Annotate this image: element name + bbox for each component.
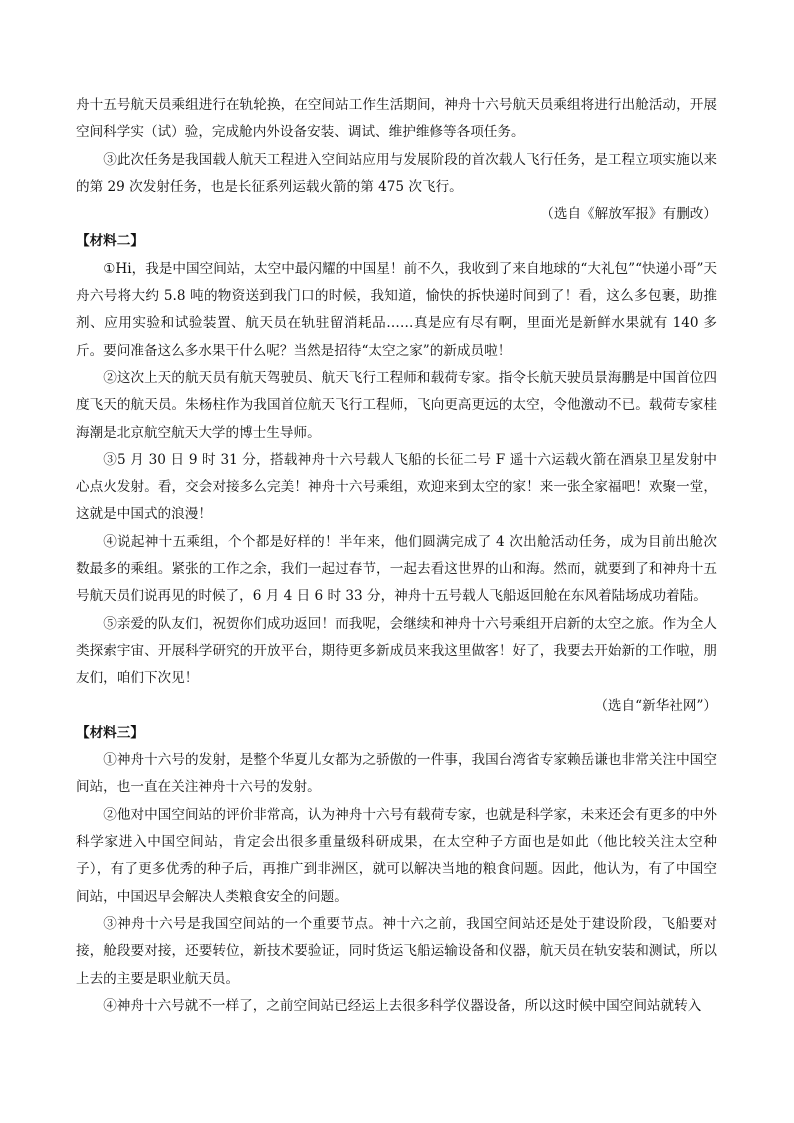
paragraph-m2-3: ③5 月 30 日 9 时 31 分，搭载神舟十六号载人飞船的长征二号 F 遥十六运载火箭在酒泉卫星发射中心点火发射。看，交会对接多么完美！神舟十六号乘组，欢迎来到太空的家！来一张全家福吧！欢聚一堂，这就是中国式的浪漫！ <box>76 451 717 523</box>
paragraph-m2-5: ⑤亲爱的队友们，祝贺你们成功返回！而我呢，会继续和神舟十六号乘组开启新的太空之旅。作为全人类探索宇宙、开展科学研究的开放平台，期待更多新成员来我这里做客！好了，我要去开始新的工作啦，朋友们，咱们下次见！ <box>76 615 717 687</box>
source-note-1: （选自《解放军报》有删改） <box>540 206 717 223</box>
paragraph-m3-4: ④神舟十六号就不一样了，之前空间站已经运上去很多科学仪器设备，所以这时候中国空间站就转入 <box>103 997 702 1014</box>
paragraph-m3-2: ②他对中国空间站的评价非常高，认为神舟十六号有载荷专家，也就是科学家，未来还会有更多的中外科学家进入中国空间站，肯定会出很多重量级科研成果，在太空种子方面也是如此（他比较关注太空种子），有了更多优秀的种子后，再推广到非洲区，就可以解决当地的粮食问题。因此，他认为，有了中国空间站，中国迟早会解决人类粮食安全的问题。 <box>76 806 717 905</box>
document-body <box>76 92 717 1020</box>
paragraph-m2-4: ④说起神十五乘组，个个都是好样的！半年来，他们圆满完成了 4 次出舱活动任务，成为目前出舱次数最多的乘组。紧张的工作之余，我们一起过春节，一起去看这世界的山和海。然而，就要到了和神舟十五号航天员们说再见的时候了，6 月 4 日 6 时 33 分，神舟十五号载人飞船返回舱在东风着陆场成功着陆。 <box>76 533 717 605</box>
paragraph-m2-1: ①Hi，我是中国空间站，太空中最闪耀的中国星！前不久，我收到了来自地球的“大礼包”“快递小哥”天舟六号将大约 5.8 吨的物资送到我门口的时候，我知道，愉快的拆快递时间到了！看，这么多包裹，助推剂、应用实验和试验装置、航天员在轨驻留消耗品……真是应有尽有啊，里面光是新鲜水果就有 140 多斤。要问准备这么多水果干什么呢？当然是招待“太空之家”的新成员啦！ <box>76 260 717 359</box>
paragraph-m3-1: ①神舟十六号的发射，是整个华夏儿女都为之骄傲的一件事，我国台湾省专家赖岳谦也非常关注中国空间站，也一直在关注神舟十六号的发射。 <box>76 752 717 796</box>
paragraph-continued: 舟十五号航天员乘组进行在轨轮换，在空间站工作生活期间，神舟十六号航天员乘组将进行出舱活动，开展空间科学实（试）验，完成舱内外设备安装、调试、维护维修等各项任务。 <box>76 97 717 141</box>
source-note-2: （选自“新华社网”） <box>594 697 717 714</box>
paragraph-m2-2: ②这次上天的航天员有航天驾驶员、航天飞行工程师和载荷专家。指令长航天驶员景海鹏是中国首位四度飞天的航天员。朱杨柱作为我国首位航天飞行工程师，飞向更高更远的太空，令他激动不已。载荷专家桂海潮是北京航空航天大学的博士生导师。 <box>76 369 717 441</box>
material-3-heading: 【材料三】 <box>76 724 144 741</box>
paragraph-m3-3: ③神舟十六号是我国空间站的一个重要节点。神十六之前，我国空间站还是处于建设阶段，飞船要对接，舱段要对接，还要转位，新技术要验证，同时货运飞船运输设备和仪器，航天员在轨安装和测试，所以上去的主要是职业航天员。 <box>76 915 717 987</box>
paragraph-m1-3: ③此次任务是我国载人航天工程进入空间站应用与发展阶段的首次载人飞行任务，是工程立项实施以来的第 29 次发射任务，也是长征系列运载火箭的第 475 次飞行。 <box>76 151 717 195</box>
material-2-heading: 【材料二】 <box>76 233 144 250</box>
